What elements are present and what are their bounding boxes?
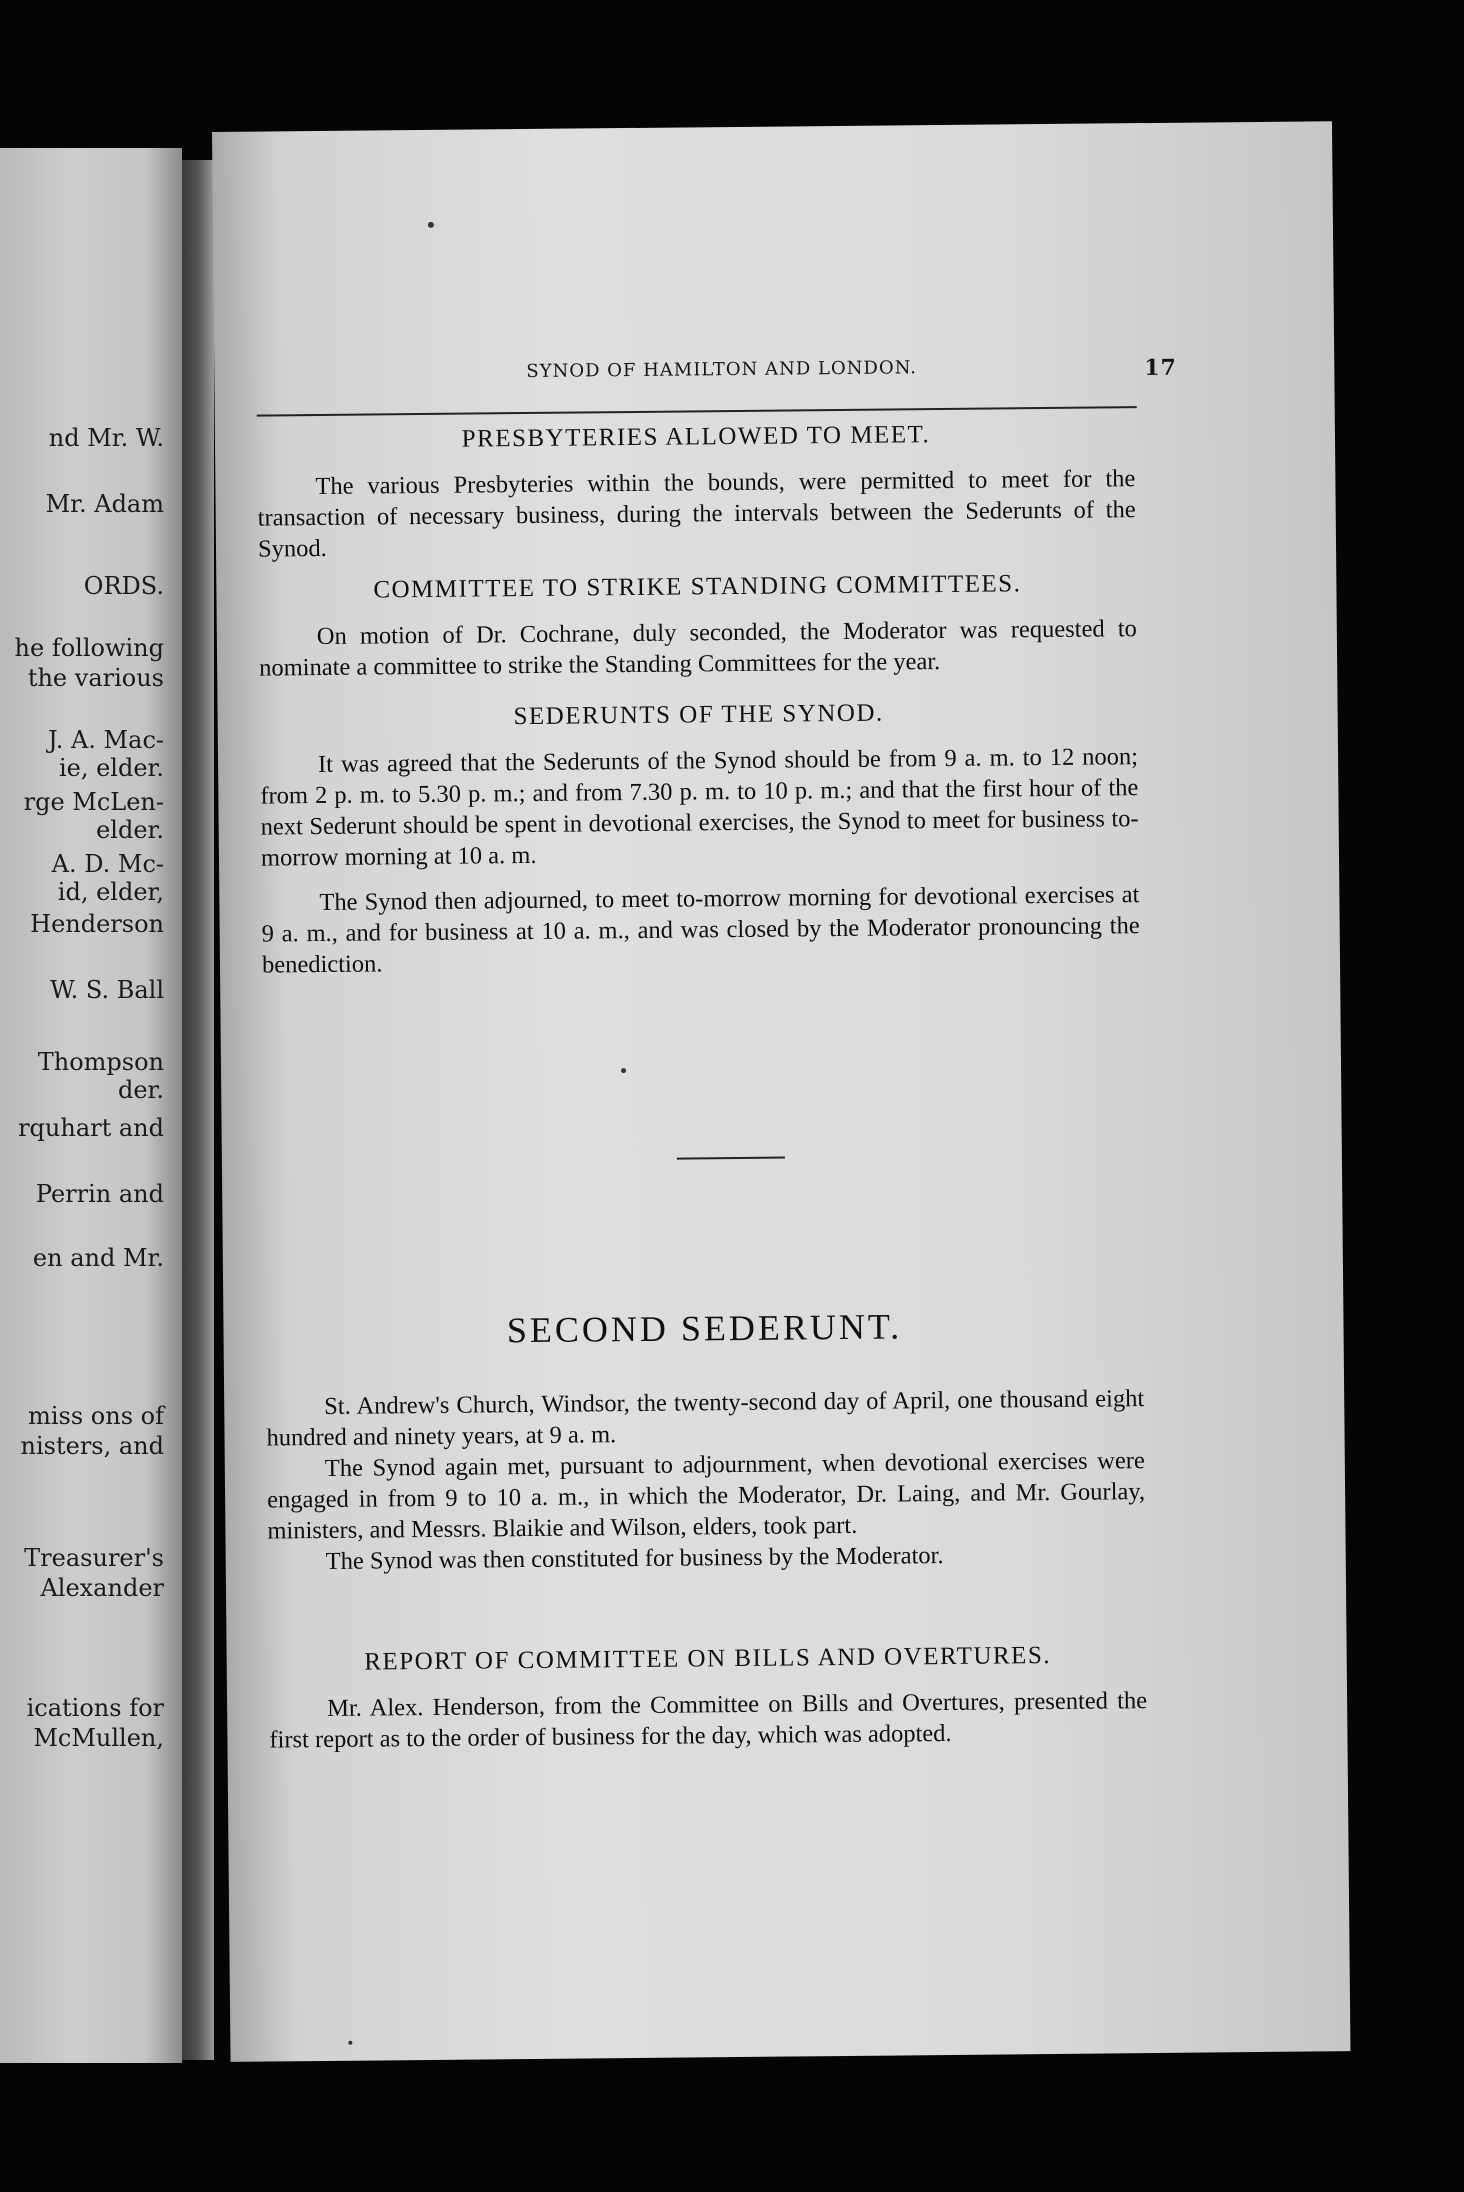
left-page-line: ications for <box>26 1694 164 1722</box>
left-page-line: nd Mr. W. <box>48 424 164 452</box>
left-page-line: Alexander <box>40 1574 164 1602</box>
left-page-line: ORDS. <box>83 572 164 600</box>
section-heading: SEDERUNTS OF THE SYNOD. <box>513 699 884 731</box>
paragraph: Mr. Alex. Henderson, from the Committee on Bills and Overtures, presented the first report as to the order of business for the day, which was adopted. <box>269 1687 1148 1754</box>
paragraph: The Synod then adjourned, to meet to-morrow morning for devotional exercises at 9 a. m., and for business at 10 a. m., and was closed by the Moderator pronouncing the benediction. <box>261 881 1140 979</box>
page-number: 17 <box>1144 354 1178 382</box>
paragraph: On motion of Dr. Cochrane, duly seconded, the Moderator was requested to nominate a committee to strike the Standing Committees for the year. <box>259 615 1137 682</box>
book-gutter <box>182 160 214 2060</box>
section-body <box>266 1383 1146 1577</box>
left-page-line: J. A. Mac- <box>47 726 164 754</box>
header-rule <box>257 406 1137 416</box>
left-page-line: Mr. Adam <box>45 490 164 518</box>
section-body <box>259 613 1138 683</box>
left-page-line: he following <box>14 634 164 662</box>
paragraph: The Synod was then constituted for business by the Moderator. <box>325 1542 944 1575</box>
left-page-line: elder. <box>96 816 164 844</box>
section-body <box>260 741 1140 980</box>
section-heading: REPORT OF COMMITTEE ON BILLS AND OVERTURES. <box>364 1642 1052 1676</box>
left-page-line: id, elder, <box>57 878 164 906</box>
left-page-line: rquhart and <box>18 1114 164 1142</box>
left-page-line: the various <box>27 664 164 692</box>
left-page-line: ie, elder. <box>58 754 164 782</box>
section-body <box>257 463 1136 564</box>
left-page-line: Perrin and <box>35 1180 164 1208</box>
left-facing-page <box>0 148 182 2063</box>
paragraph: The various Presbyteries within the bounds, were permitted to meet for the transaction of necessary business, during the intervals between the Sederunts of the Synod. <box>257 465 1136 563</box>
paragraph: It was agreed that the Sederunts of the Synod should be from 9 a. m. to 12 noon; from 2 p. m. to 5.30 p. m.; and from 7.30 p. m. to 10 p. m.; and that the first hour of the next Sederunt should be spent in devotional exercises, the Synod to meet for business to-morrow morning at 10 a. m. <box>260 743 1139 872</box>
section-heading: COMMITTEE TO STRIKE STANDING COMMITTEES. <box>373 570 1022 604</box>
left-page-line: Thompson <box>37 1048 164 1076</box>
right-page <box>212 121 1350 2062</box>
scan-speck <box>621 1068 626 1073</box>
second-sederunt-heading: SECOND SEDERUNT. <box>506 1306 903 1351</box>
scan-speck <box>348 2041 352 2045</box>
section-heading: PRESBYTERIES ALLOWED TO MEET. <box>461 421 931 453</box>
left-page-line: nisters, and <box>20 1432 164 1460</box>
left-page-line: A. D. Mc- <box>51 850 164 878</box>
running-head <box>256 354 1256 382</box>
running-title: SYNOD OF HAMILTON AND LONDON. <box>526 357 918 382</box>
page-content <box>254 122 1289 1754</box>
paragraph: The Synod again met, pursuant to adjournment, when devotional exercises were engaged in from 9 to 10 a. m., in which the Moderator, Dr. Laing, and Mr. Gourlay, ministers, and Messrs. Blaikie and Wilson, elders, took part. <box>267 1447 1146 1545</box>
section-divider <box>677 1157 785 1160</box>
left-page-line: McMullen, <box>33 1724 164 1752</box>
section-body <box>269 1685 1148 1755</box>
left-page-line: miss ons of <box>28 1402 164 1430</box>
left-page-line: en and Mr. <box>32 1244 164 1272</box>
left-page-line: W. S. Ball <box>50 976 164 1004</box>
left-page-line: der. <box>117 1076 164 1104</box>
left-page-line: Henderson <box>30 910 164 938</box>
left-page-line: Treasurer's <box>24 1544 164 1572</box>
paragraph: St. Andrew's Church, Windsor, the twenty-second day of April, one thousand eight hundred and ninety years, at 9 a. m. <box>266 1385 1145 1452</box>
scan-speck <box>428 222 434 228</box>
left-page-line: rge McLen- <box>23 788 164 816</box>
